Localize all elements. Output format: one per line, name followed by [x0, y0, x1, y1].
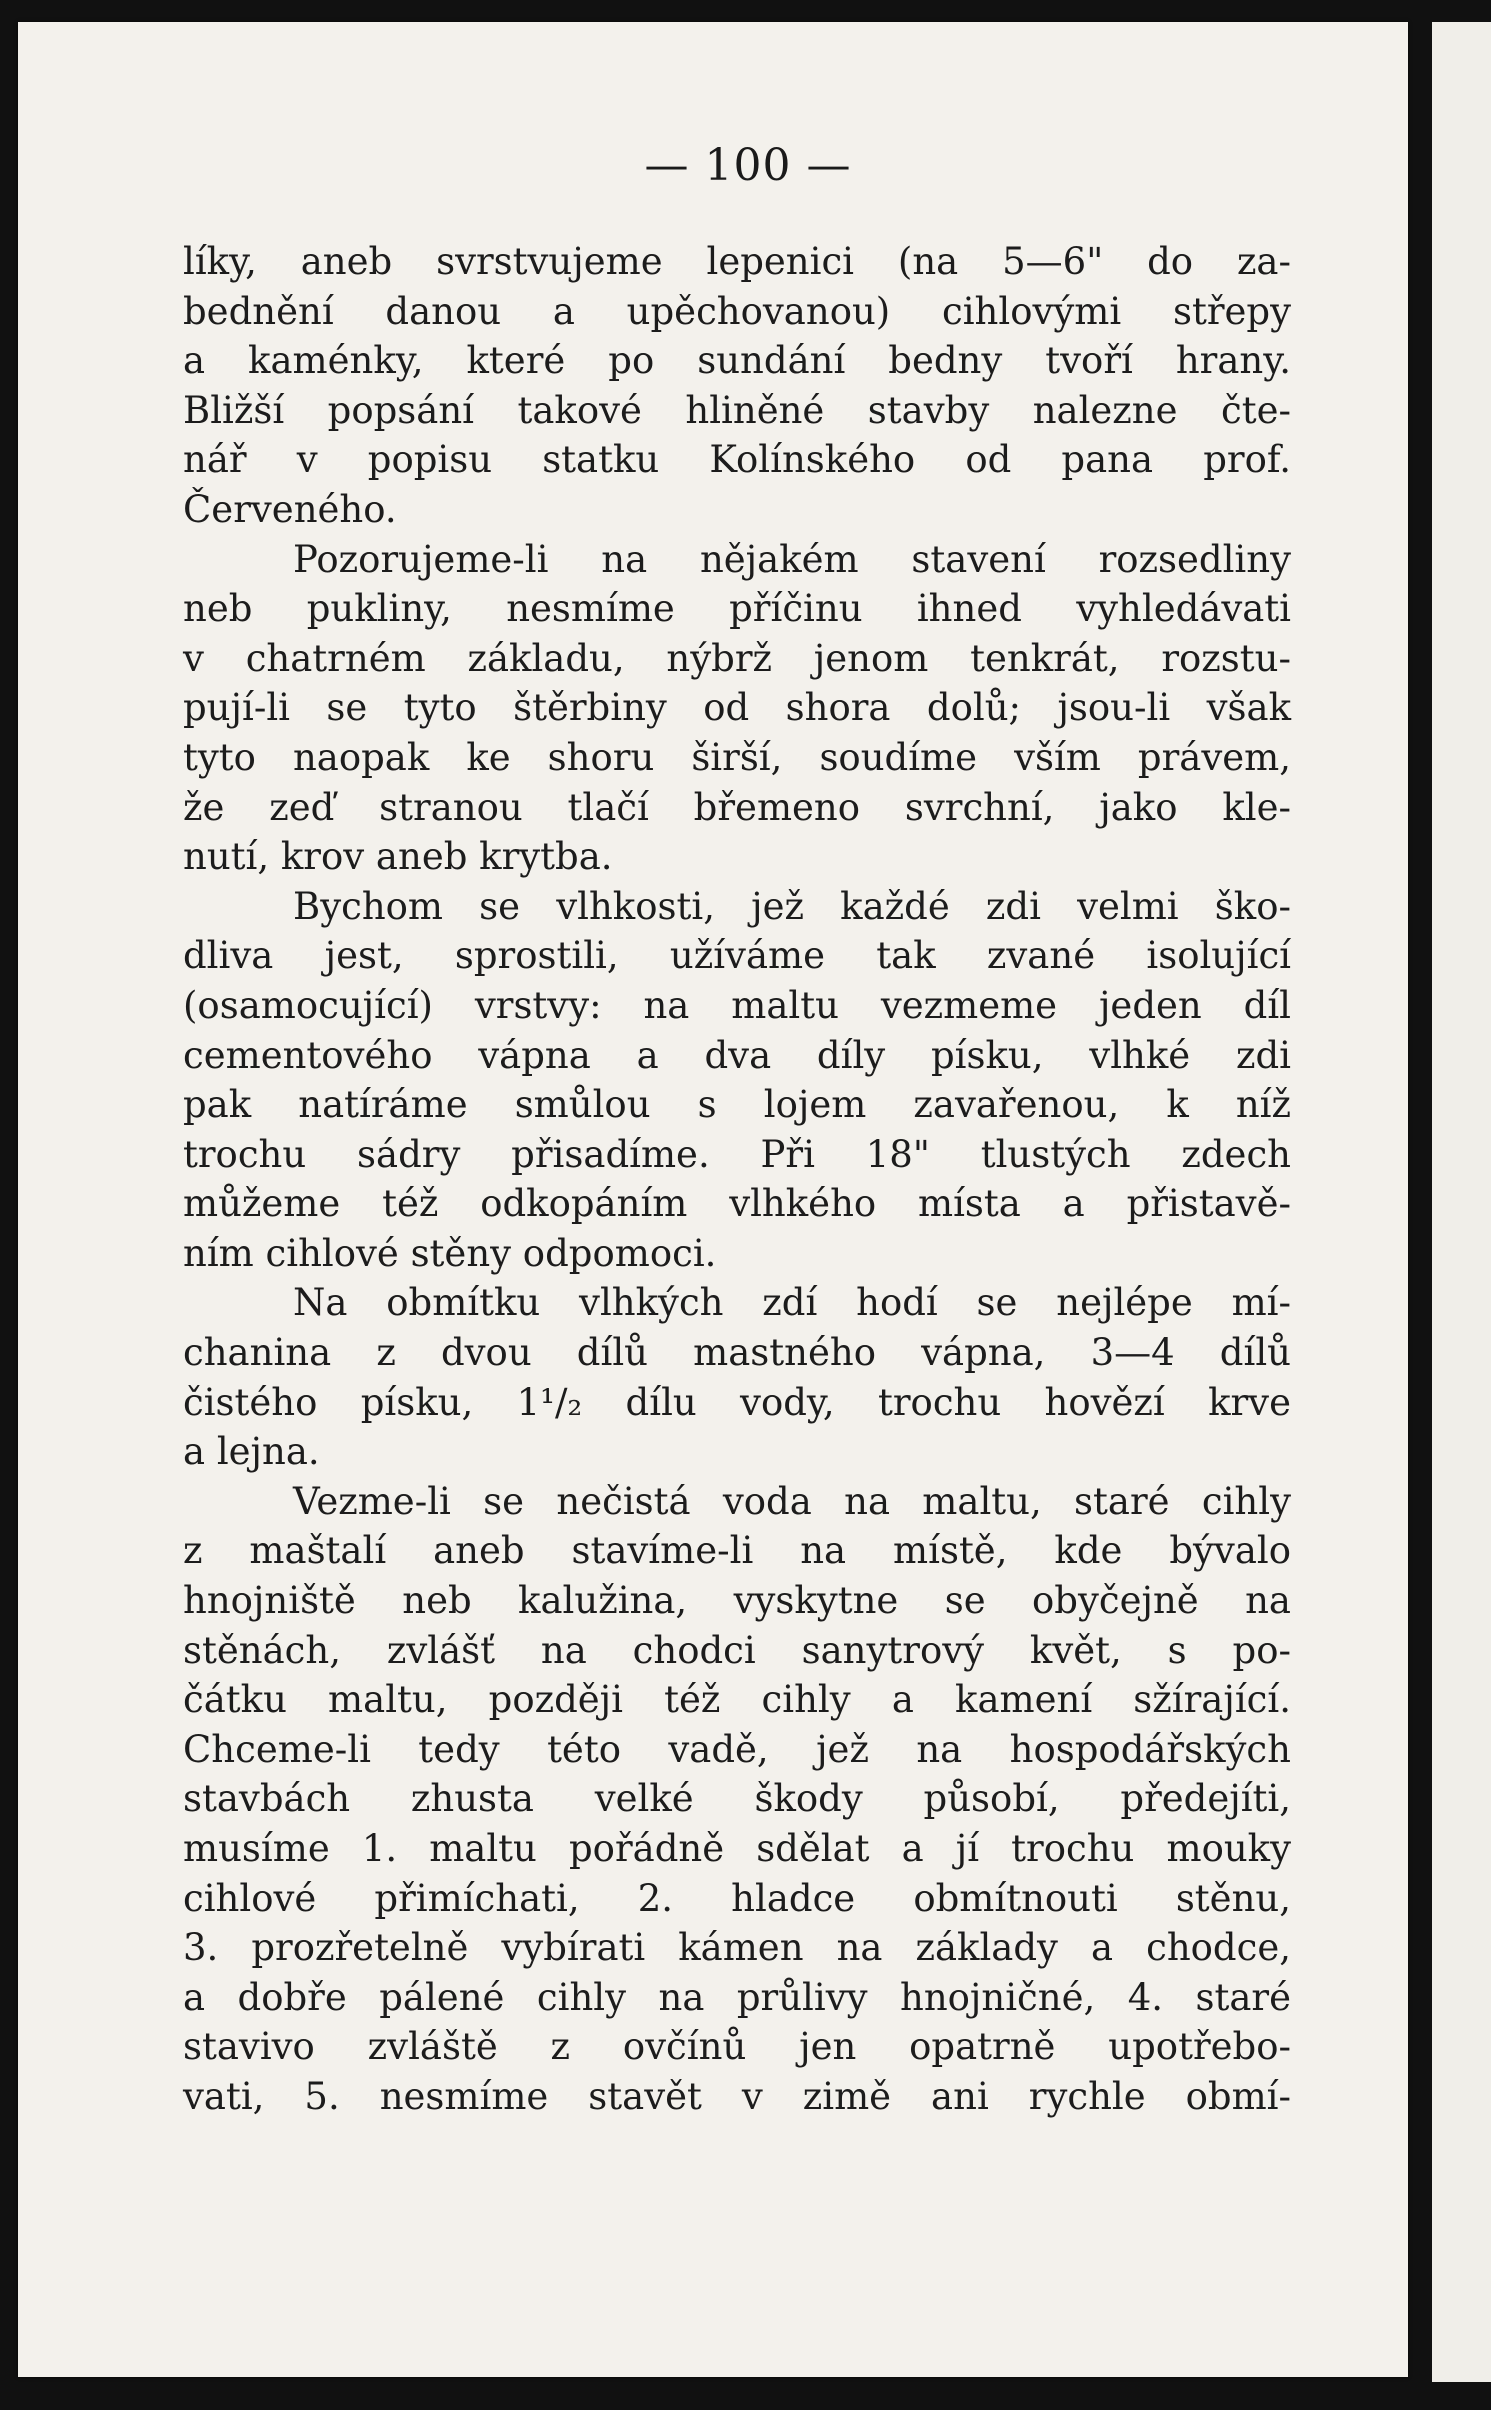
text-line: Na obmítku vlhkých zdí hodí se nejlépe mí- [293, 1281, 1291, 1325]
text-line: a dobře pálené cihly na průlivy hnojničné, 4. staré [183, 1975, 1291, 2019]
text-line: že zeď stranou tlačí břemeno svrchní, jako kle- [183, 785, 1291, 829]
text-line: nutí, krov aneb krytba. [183, 835, 613, 879]
text-line: stavbách zhusta velké škody působí, předejíti, [183, 1777, 1291, 1821]
text-line: 3. prozřetelně vybírati kámen na základy a chodce, [183, 1926, 1291, 1970]
text-line: stěnách, zvlášť na chodci sanytrový květ, s po- [183, 1628, 1291, 1672]
text-line: líky, aneb svrstvujeme lepenici (na 5—6" do za- [183, 240, 1291, 283]
text-line: dliva jest, sprostili, užíváme tak zvané isolující [183, 934, 1291, 978]
text-line: Chceme-li tedy této vadě, jež na hospodářských [183, 1727, 1291, 1771]
text-line: neb pukliny, nesmíme příčinu ihned vyhledávati [183, 587, 1291, 631]
text-line: cementového vápna a dva díly písku, vlhké zdi [183, 1033, 1291, 1077]
text-line: a kaménky, které po sundání bedny tvoří hrany. [183, 339, 1291, 383]
text-line: z maštalí aneb stavíme-li na místě, kde bývalo [183, 1529, 1291, 1573]
text-line: stavivo zvláště z ovčínů jen opatrně upotřebo- [183, 2025, 1291, 2069]
text-line: v chatrném základu, nýbrž jenom tenkrát, rozstu- [183, 636, 1291, 680]
body-text [183, 237, 1291, 2122]
text-line: (osamocující) vrstvy: na maltu vezmeme jeden díl [183, 983, 1291, 1027]
text-line: Bychom se vlhkosti, jež každé zdi velmi ško- [293, 884, 1291, 928]
text-line: musíme 1. maltu pořádně sdělat a jí trochu mouky [183, 1827, 1291, 1870]
page-number: — 100 — [644, 140, 852, 191]
text-line: pují-li se tyto štěrbiny od shora dolů; jsou-li však [183, 686, 1291, 730]
text-line: pak natíráme smůlou s lojem zavařenou, k níž [183, 1083, 1291, 1127]
text-line: bednění danou a upěchovanou) cihlovými střepy [183, 289, 1291, 333]
text-line: cihlové přimíchati, 2. hladce obmítnouti stěnu, [183, 1876, 1291, 1920]
text-line: Červeného. [183, 487, 397, 531]
text-line: Pozorujeme-li na nějakém stavení rozsedliny [293, 537, 1291, 581]
text-line: Vezme-li se nečistá voda na maltu, staré cihly [293, 1479, 1291, 1523]
text-line: hnojniště neb kalužina, vyskytne se obyčejně na [183, 1579, 1291, 1623]
text-line: nář v popisu statku Kolínského od pana prof. [183, 438, 1291, 482]
text-line: můžeme též odkopáním vlhkého místa a přistavě- [183, 1182, 1291, 1226]
text-line: chanina z dvou dílů mastného vápna, 3—4 dílů [183, 1331, 1291, 1375]
text-line: a lejna. [183, 1430, 320, 1474]
text-line: čistého písku, 1¹/₂ dílu vody, trochu hovězí krve [183, 1380, 1291, 1424]
text-line: ním cihlové stěny odpomoci. [183, 1231, 717, 1275]
text-line: Bližší popsání takové hliněné stavby nalezne čte- [183, 388, 1291, 432]
book-page [18, 22, 1408, 2377]
text-line: vati, 5. nesmíme stavět v zimě ani rychle obmí- [183, 2074, 1291, 2118]
next-page-edge [1432, 22, 1491, 2382]
text-line: čátku maltu, později též cihly a kamení sžírající. [183, 1678, 1291, 1722]
text-line: trochu sádry přisadíme. Při 18" tlustých zdech [183, 1132, 1291, 1176]
text-line: tyto naopak ke shoru širší, soudíme vším právem, [183, 735, 1291, 779]
